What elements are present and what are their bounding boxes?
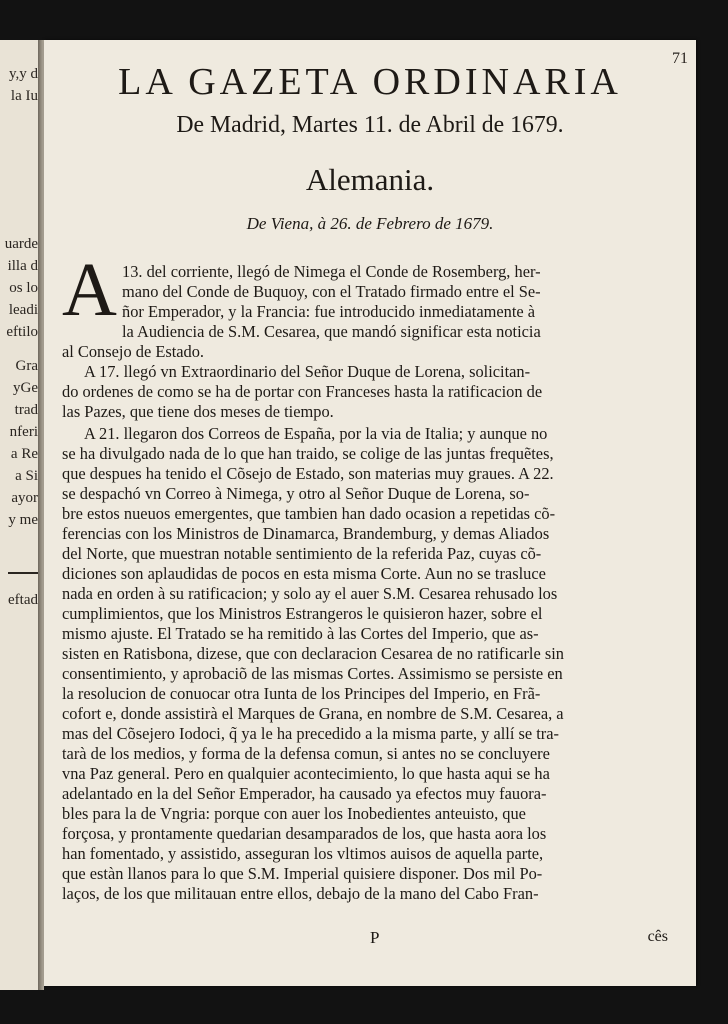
article-line: mas del Cõsejero Iodoci, q̃ ya le ha precedido a la misma parte, y allí se tra- [62,724,560,743]
article-line: A 17. llegó vn Extraordinario del Señor Duque de Lorena, solicitan- [84,362,531,381]
article-line: cofort e, donde assistirà el Marques de Grana, en nombre de S.M. Cesarea, a [62,704,564,723]
article-line: sisten en Ratisbona, dizese, que con declaracion Cesarea de no ratificarle sin [62,644,564,663]
facing-page-text: illa d [7,258,38,274]
facing-page-text: la Iu [10,88,38,104]
facing-page-text: os lo [9,280,38,296]
article-line: do ordenes de como se ha de portar con Franceses hasta la ratificacion de [62,382,543,401]
article-line: consentimiento, y aprobaciõ de las mismas Cortes. Assimismo se persiste en [62,664,563,683]
article-line: ferencias con los Ministros de Dinamarca, Brandemburg, y demas Aliados [62,524,550,543]
article-line: ñor Emperador, y la Francia: fue introducido inmediatamente à [122,302,536,321]
facing-page-text: trad [14,402,38,418]
facing-page-text: leadi [8,302,38,318]
article-line: las Pazes, que tiene dos meses de tiempo. [62,402,334,421]
article-line: forçosa, y prontamente quedarian desamparados de los, que hasta aora los [62,824,547,843]
article-line: se despachó vn Correo à Nimega, y otro al Señor Duque de Lorena, so- [62,484,530,503]
gazette-title: LA GAZETA ORDINARIA [118,61,622,103]
article-line: A 21. llegaron dos Correos de España, por la via de Italia; y aunque no [84,424,548,443]
page-number: 71 [672,50,688,67]
article-line: han fomentado, y assistido, asseguran los vltimos auisos de aquella parte, [62,844,544,863]
dispatch-dateline: De Viena, à 26. de Febrero de 1679. [246,214,494,233]
gazette-page [44,40,696,986]
article-line: del Norte, que muestran notable sentimiento de la referida Paz, cuyas cõ- [62,544,542,563]
drop-cap: A [62,248,117,332]
facing-page-text: yGe [13,380,38,396]
catchword: cês [647,928,668,945]
article-line: cumplimientos, que los Ministros Estrangeros le quisieron hazer, sobre el [62,604,543,623]
article-line: que estàn llanos para lo que S.M. Imperial quisiere disponer. Dos mil Po- [62,864,543,883]
article-line: nada en orden à su ratificacion; y solo ay el auer S.M. Cesarea rehusado los [62,584,558,603]
article-line: que despues ha tenido el Cõsejo de Estado, son materias muy graues. A 22. [62,464,554,483]
article-line: mano del Conde de Buquoy, con el Tratado firmado entre el Se- [122,282,541,301]
article-line: laços, de los que militauan entre ellos, debajo de la mano del Cabo Fran- [62,884,539,903]
issue-date-line: De Madrid, Martes 11. de Abril de 1679. [176,112,564,138]
facing-page-text: Gra [15,358,38,374]
article-line: la Audiencia de S.M. Cesarea, que mandó significar esta noticia [122,322,541,341]
facing-page-text: y me [8,512,38,528]
article-line: al Consejo de Estado. [62,342,205,361]
article-line: tarà de los medios, y forma de la defensa comun, si antes no se concluyere [62,744,550,763]
facing-page-text: uarde [4,236,38,252]
article-line: bles para la de Vngria: porque con auer los Inobedientes anteuisto, que [62,804,526,823]
article-line: vna Paz general. Pero en qualquier acontecimiento, lo que hasta aqui se ha [62,764,550,783]
facing-page-text: eftad [8,592,38,608]
facing-page-text: a Re [10,446,38,462]
article-line: adelantado en la del Señor Emperador, ha causado ya efectos muy fauora- [62,784,547,803]
facing-page-text: a Si [15,468,38,484]
article-line: mismo ajuste. El Tratado se ha remitido à las Cortes del Imperio, que as- [62,624,539,643]
facing-page-text: nferi [9,424,38,440]
signature-mark: P [370,928,380,947]
article-line: 13. del corriente, llegó de Nimega el Conde de Rosemberg, her- [122,262,541,281]
facing-page-text: y,y d [8,66,38,82]
facing-page-fragment [0,40,40,990]
article-line: diciones son aplaudidas de pocos en esta misma Corte. Aun no se trasluce [62,564,546,583]
facing-page-text: eftilo [6,324,38,340]
facing-page-text: ayor [11,490,38,506]
article-line: bre estos nueuos emergentes, que tambien han dado ocasion a repetidas cõ- [62,504,556,523]
facing-page-rule [8,572,40,574]
article-line: la resolucion de conuocar otra Iunta de los Principes del Imperio, en Frã- [62,684,541,703]
section-heading: Alemania. [305,162,435,197]
article-line: se ha divulgado nada de lo que han traido, se colige de las juntas frequẽtes, [62,444,554,463]
